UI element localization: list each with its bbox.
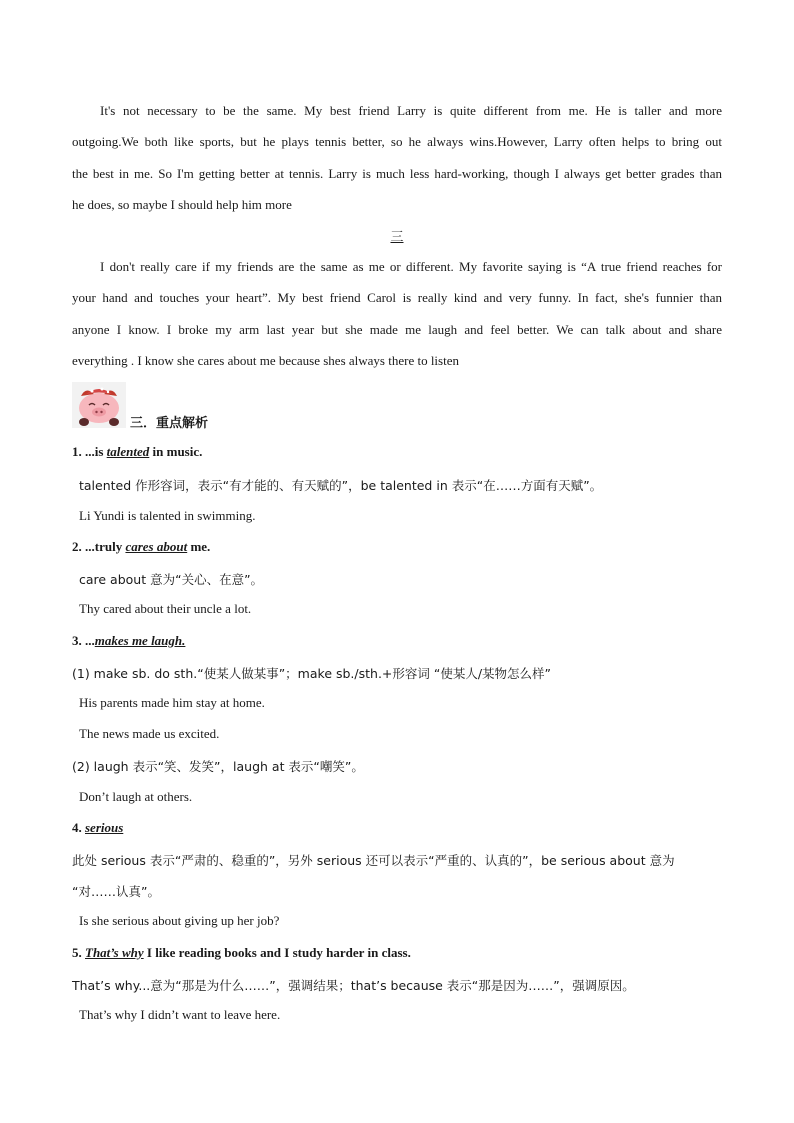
point-prefix: 3. ... [72, 633, 95, 648]
point-four-note: 此处 serious 表示“严肃的、稳重的”，另外 serious 还可以表示“严重的、认真的”，be serious about 意为 [72, 853, 675, 868]
passage-three-heading-text: 三 [390, 229, 404, 244]
point-one-note: talented 作形容词，表示“有才能的、有天赋的”，be talented in 表示“在……方面有天赋”。 [79, 478, 603, 493]
point-one-title [72, 444, 202, 460]
passage-two [72, 95, 722, 220]
keyword: serious [85, 820, 124, 835]
pig-mascot-icon [72, 382, 126, 428]
point-two-title [72, 539, 210, 555]
point-suffix: in music. [149, 444, 203, 459]
section-title: 三．重点解析 [130, 416, 209, 431]
passage-two-line: outgoing.We both like sports, but he plays tennis better, so he always wins.However, Larry often helps to bring out [72, 134, 722, 150]
keyword: talented [106, 444, 150, 459]
keyword: makes me laugh. [94, 633, 186, 648]
point-one-example: Li Yundi is talented in swimming. [79, 508, 256, 523]
passage-two-line: the best in me. So I'm getting better at tennis. Larry is much less hard-working, though I always get better grades than [72, 165, 722, 181]
passage-three-line: anyone I know. I broke my arm last year but she made me laugh and feel better. We can talk about and share [72, 321, 722, 337]
passage-three [72, 251, 722, 376]
passage-three-line: I don't really care if my friends are the same as me or different. My favorite saying is “A true friend reaches for [100, 259, 722, 274]
passage-two-line: he does, so maybe I should help him more [72, 196, 292, 212]
keyword: That’s why [85, 945, 144, 960]
point-suffix: I like reading books and I study harder in class. [143, 945, 411, 960]
passage-three-heading [0, 226, 794, 245]
point-three-title [72, 633, 185, 649]
section-heading [72, 382, 372, 431]
point-five-title [72, 945, 411, 961]
keyword: cares about [125, 539, 188, 554]
point-four-example: Is she serious about giving up her job? [79, 913, 280, 928]
point-three-example: His parents made him stay at home. [79, 695, 265, 710]
point-prefix: 5. [72, 945, 85, 960]
point-three-note-one: (1) make sb. do sth.“使某人做某事”；make sb./sth.+形容词 “使某人/某物怎么样” [72, 666, 552, 681]
point-three-example: The news made us excited. [79, 726, 220, 741]
point-suffix: me. [187, 539, 211, 554]
passage-three-line: your hand and touches your heart”. My best friend Carol is really kind and very funny. In fact, she's funnier than [72, 290, 722, 306]
point-three-example: Don’t laugh at others. [79, 789, 193, 804]
point-five-example: That’s why I didn’t want to leave here. [79, 1007, 281, 1022]
point-two-note: care about 意为“关心、在意”。 [79, 572, 264, 587]
point-prefix: 4. [72, 820, 85, 835]
passage-three-line: everything . I know she cares about me because shes always there to listen [72, 352, 459, 368]
passage-two-line: It's not necessary to be the same. My best friend Larry is quite different from me. He is taller and more [100, 103, 722, 118]
point-two-example: Thy cared about their uncle a lot. [79, 601, 252, 616]
point-prefix: 1. ...is [72, 444, 107, 459]
point-five-note: That’s why...意为“那是为什么……”，强调结果；that’s because 表示“那是因为……”，强调原因。 [72, 978, 635, 993]
point-four-title [72, 820, 123, 836]
point-three-note-two: (2) laugh 表示“笑、发笑”，laugh at 表示“嘲笑”。 [72, 759, 364, 774]
point-four-note: “对……认真”。 [72, 884, 160, 899]
point-prefix: 2. ...truly [72, 539, 126, 554]
